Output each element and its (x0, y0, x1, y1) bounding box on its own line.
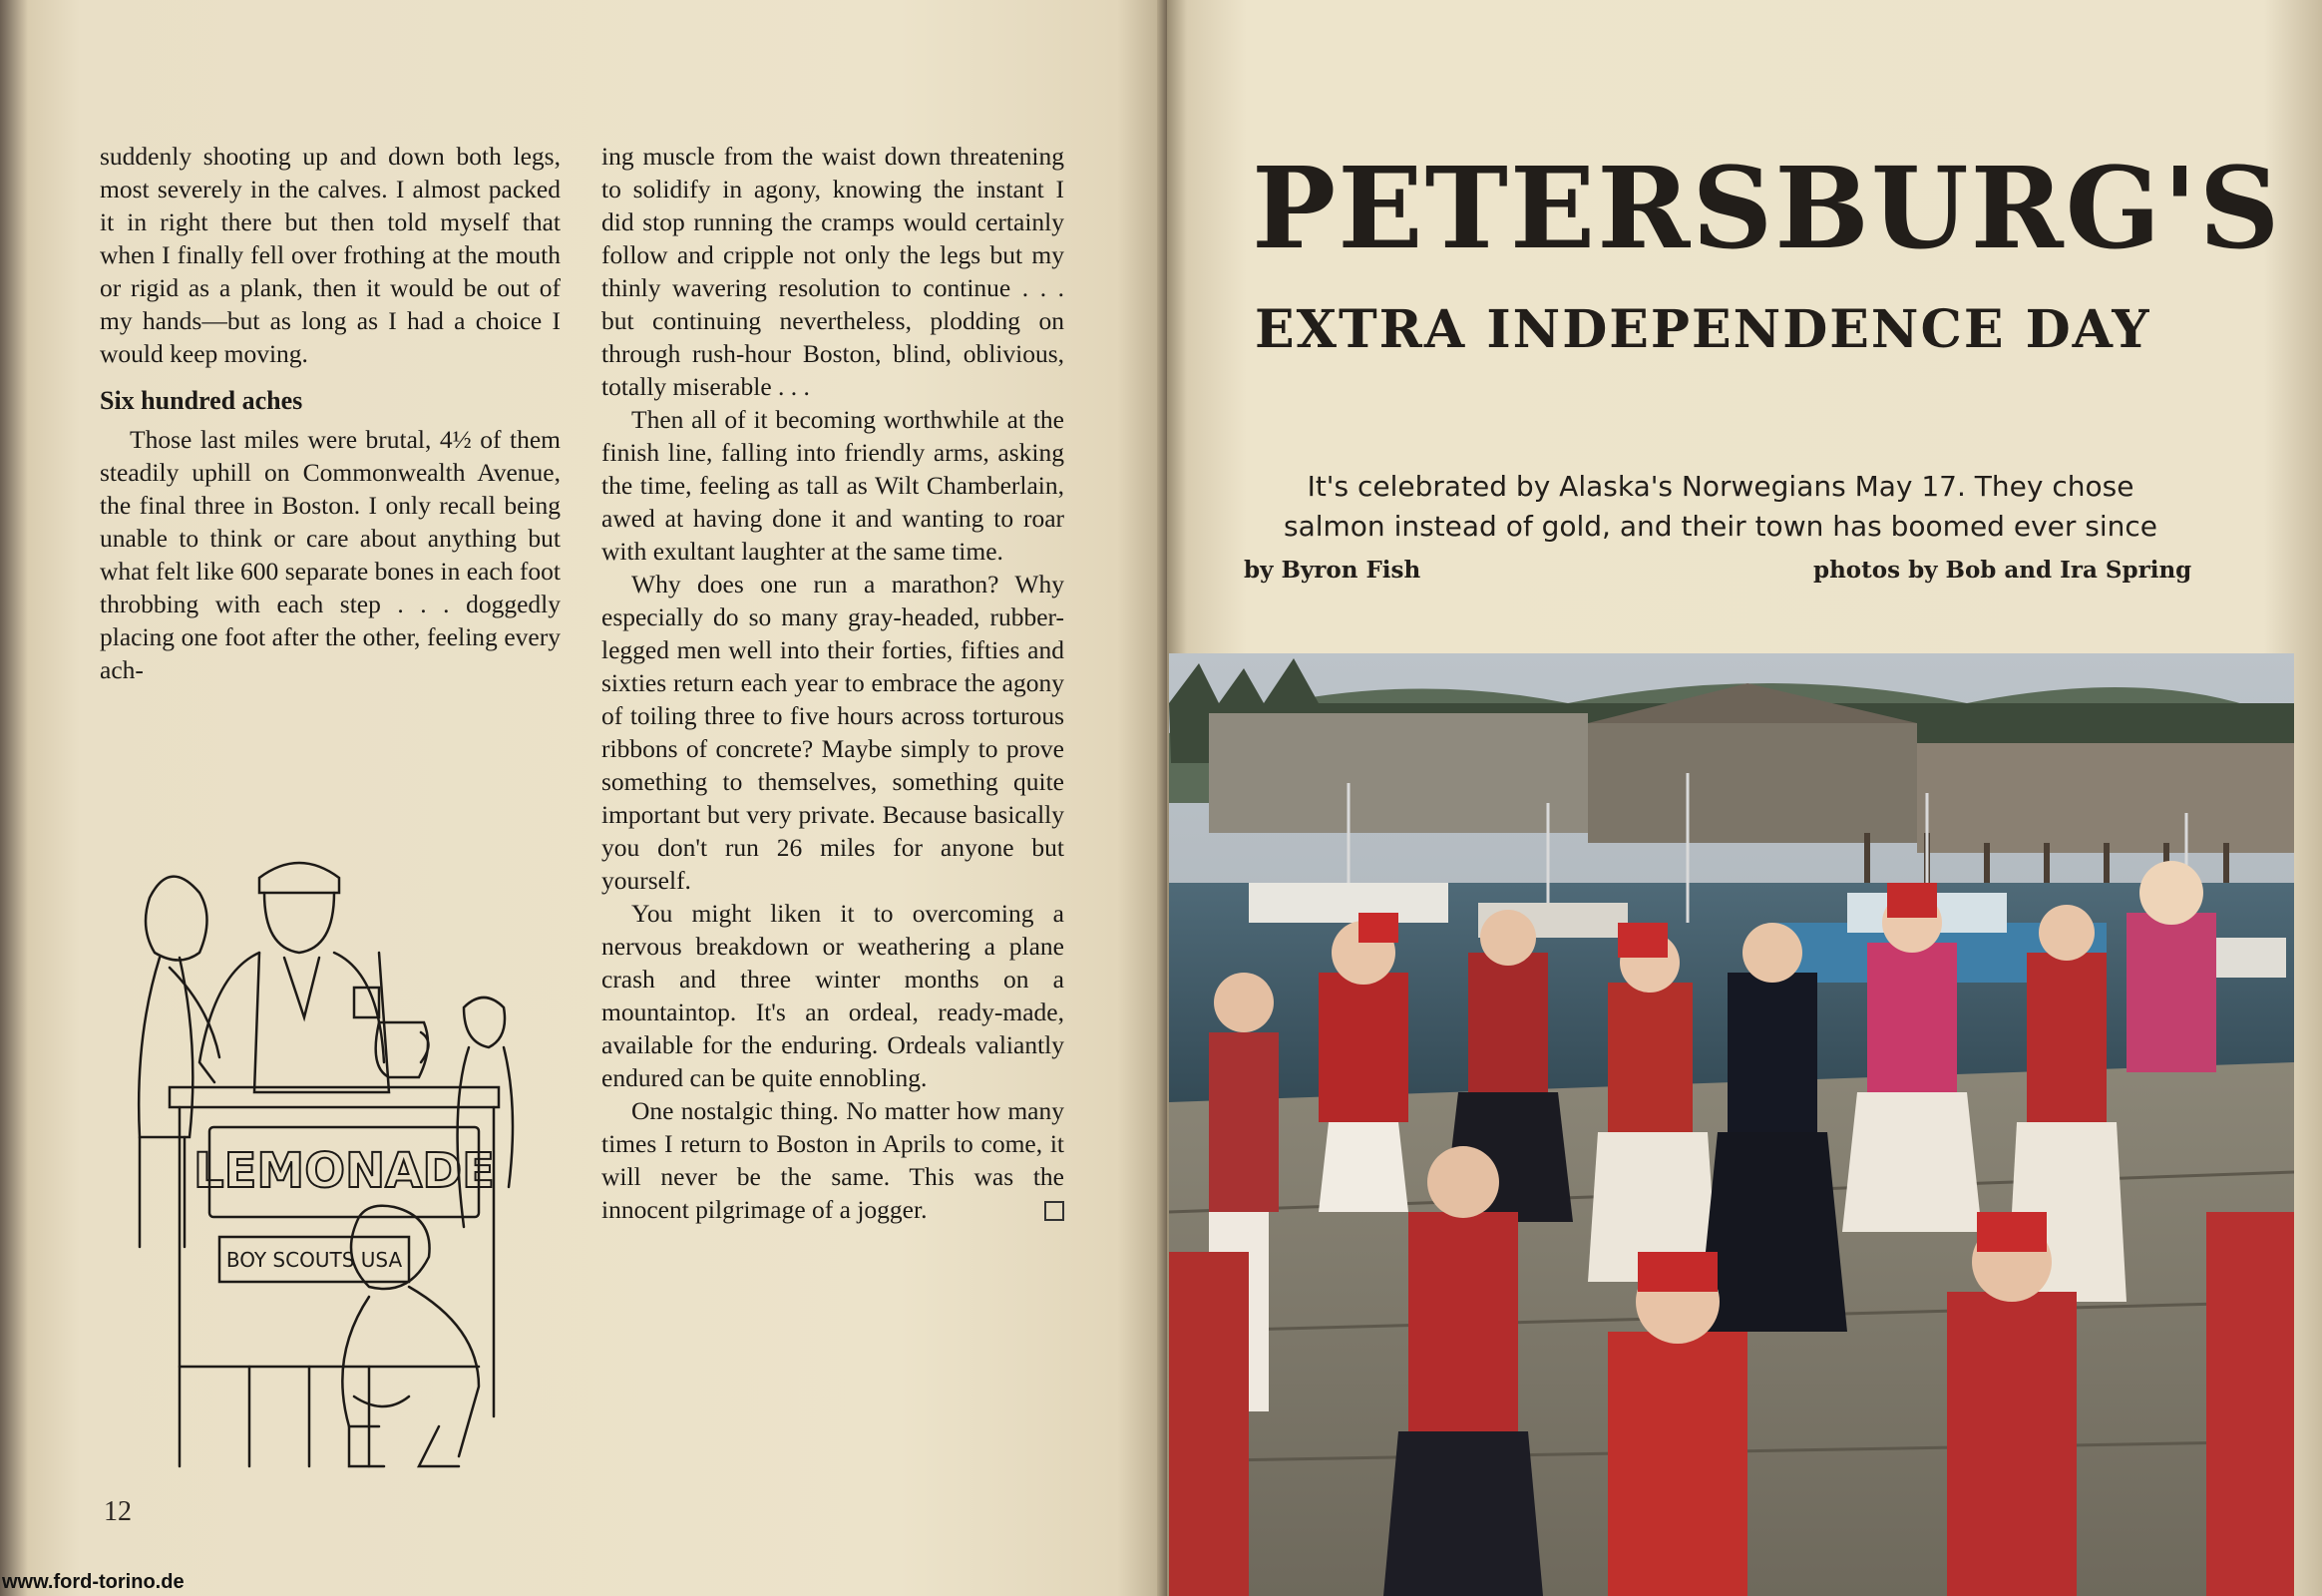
paragraph (601, 1094, 1064, 1226)
deck-line: salmon instead of gold, and their town has boomed ever since (1283, 510, 2158, 543)
end-mark-icon (1044, 1201, 1064, 1221)
paragraph: Why does one run a marathon? Why especially do so many gray-headed, rubber-legged men well into their forties, fifties and sixties return each year to embrace the agony of toiling three to five hours across torturous ribbons of concrete? Maybe simply to prove something to themselves, something quite important but very private. Because basically you don't run 26 miles for anyone but yourself. (601, 570, 1064, 895)
article-headline: PETERSBURG'S (1252, 144, 2282, 274)
byline: by Byron Fish (1244, 557, 1421, 584)
paragraph: Those last miles were brutal, 4½ of them steadily uphill on Commonwealth Avenue, the final three in Boston. I only recall being unable to think or care about anything but what felt like 600 separate bones in each foot throbbing with each step . . . doggedly placing one foot after the other, feeling every ach- (100, 425, 561, 684)
paragraph: suddenly shooting up and down both legs, most severely in the calves. I almost packed it in right there but then told myself that when I finally fell over frothing at the mouth or rigid as a plank, then it would be out of my hands—but as long as I had a choice I would keep moving. (100, 142, 561, 368)
paragraph: ing muscle from the waist down threatening to solidify in agony, knowing the instant I did stop running the cramps would certainly follow and cripple not only the legs but my thinly wavering resolution to continue . . . but continuing nevertheless, plodding on through rush-hour Boston, blind, oblivious, totally miserable . . . (601, 142, 1064, 401)
lemonade-stand-illustration (110, 838, 529, 1476)
deck-line: It's celebrated by Alaska's Norwegians May 17. They chose (1307, 470, 2134, 503)
text-column-right (601, 140, 1064, 1226)
paragraph-text: One nostalgic thing. No matter how many times I return to Boston in Aprils to come, it will never be the same. This was the innocent pilgrimage of a jogger. (601, 1096, 1064, 1224)
sign-text: LEMONADE (194, 1143, 495, 1199)
photo-credit: photos by Bob and Ira Spring (1813, 557, 2192, 584)
article-deck (1237, 467, 2204, 547)
sign-subtext: BOY SCOUTS USA (225, 1248, 403, 1272)
paragraph: Then all of it becoming worthwhile at the finish line, falling into friendly arms, asking the time, feeling as tall as Wilt Chamberlain, awed at having done it and wanting to roar with exultant laughter at the same time. (601, 405, 1064, 566)
paragraph: You might liken it to overcoming a nervous breakdown or weathering a plane crash and three winter months on a mountaintop. It's an ordeal, ready-made, available for the enduring. Ordeals valiantly endured can be quite ennobling. (601, 899, 1064, 1092)
watermark-url: www.ford-torino.de (2, 1571, 185, 1593)
text-column-left (100, 140, 561, 686)
harbor-dancers-photo (1169, 653, 2294, 1596)
section-heading: Six hundred aches (100, 386, 303, 415)
article-subhead: EXTRA INDEPENDENCE DAY (1255, 299, 2151, 360)
page-number: 12 (104, 1496, 132, 1527)
